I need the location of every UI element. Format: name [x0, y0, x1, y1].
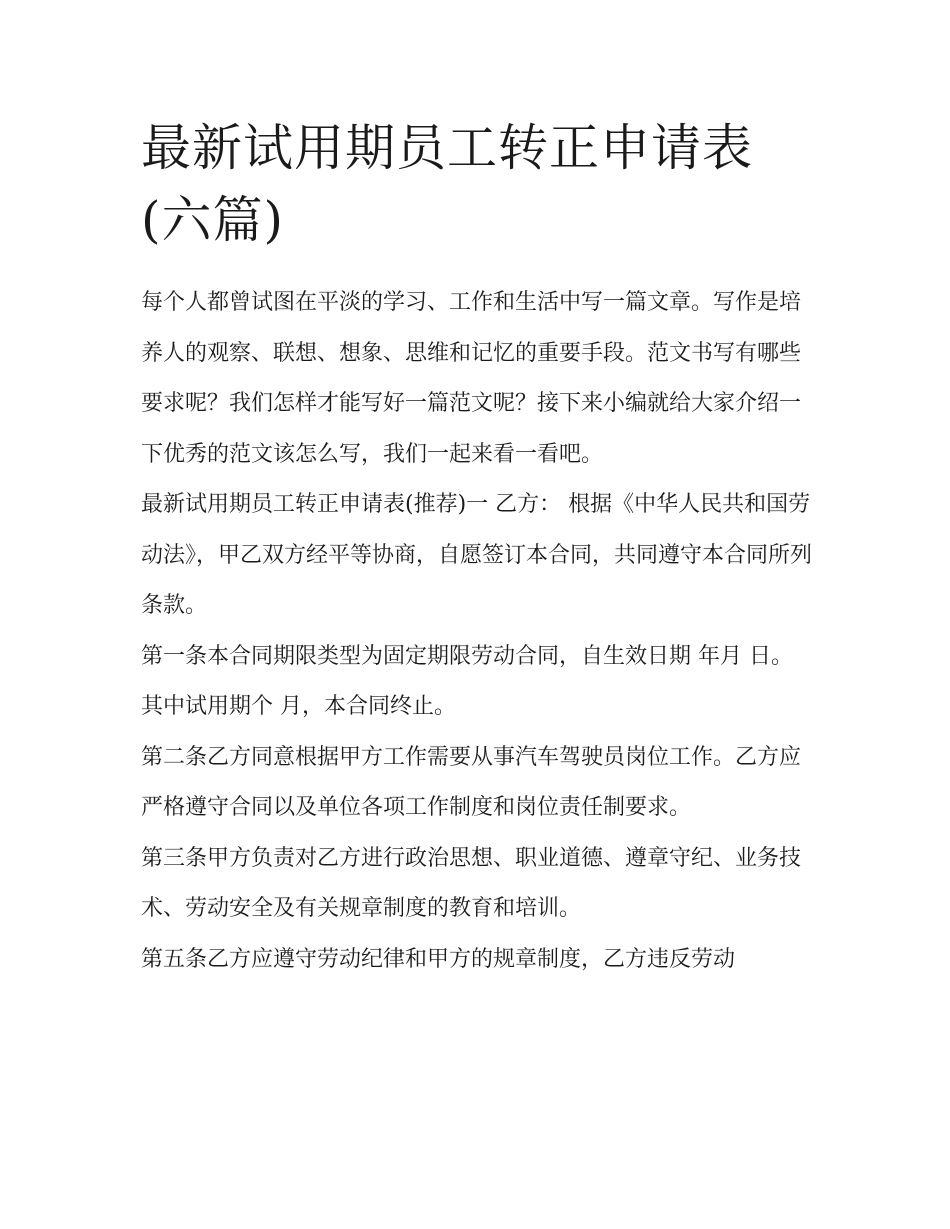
intro-paragraph: 每个人都曾试图在平淡的学习、工作和生活中写一篇文章。写作是培养人的观察、联想、想象、思维和记忆的重要手段。范文书写有哪些要求呢？我们怎样才能写好一篇范文呢？接下来小编就给大家介绍一下优秀的范文该怎么写，我们一起来看一看吧。: [141, 290, 802, 467]
article-5-paragraph: 第五条乙方应遵守劳动纪律和甲方的规章制度，乙方违反劳动: [141, 946, 736, 972]
article-2-paragraph: 第二条乙方同意根据甲方工作需要从事汽车驾驶员岗位工作。乙方应严格遵守合同以及单位各项工作制度和岗位责任制要求。: [141, 744, 802, 820]
article-1-paragraph: 第一条本合同期限类型为固定期限劳动合同，自生效日期 年月 日。其中试用期个 月，本合同终止。: [141, 643, 793, 719]
document-page: [141, 112, 813, 985]
article-3-paragraph: 第三条甲方负责对乙方进行政治思想、职业道德、遵章守纪、业务技术、劳动安全及有关规章制度的教育和培训。: [141, 845, 802, 921]
document-title: 最新试用期员工转正申请表(六篇): [141, 119, 753, 249]
contract-preamble-paragraph: 最新试用期员工转正申请表(推荐)一 乙方： 根据《中华人民共和国劳动法》，甲乙双方经平等协商，自愿签订本合同，共同遵守本合同所列条款。: [141, 492, 813, 618]
